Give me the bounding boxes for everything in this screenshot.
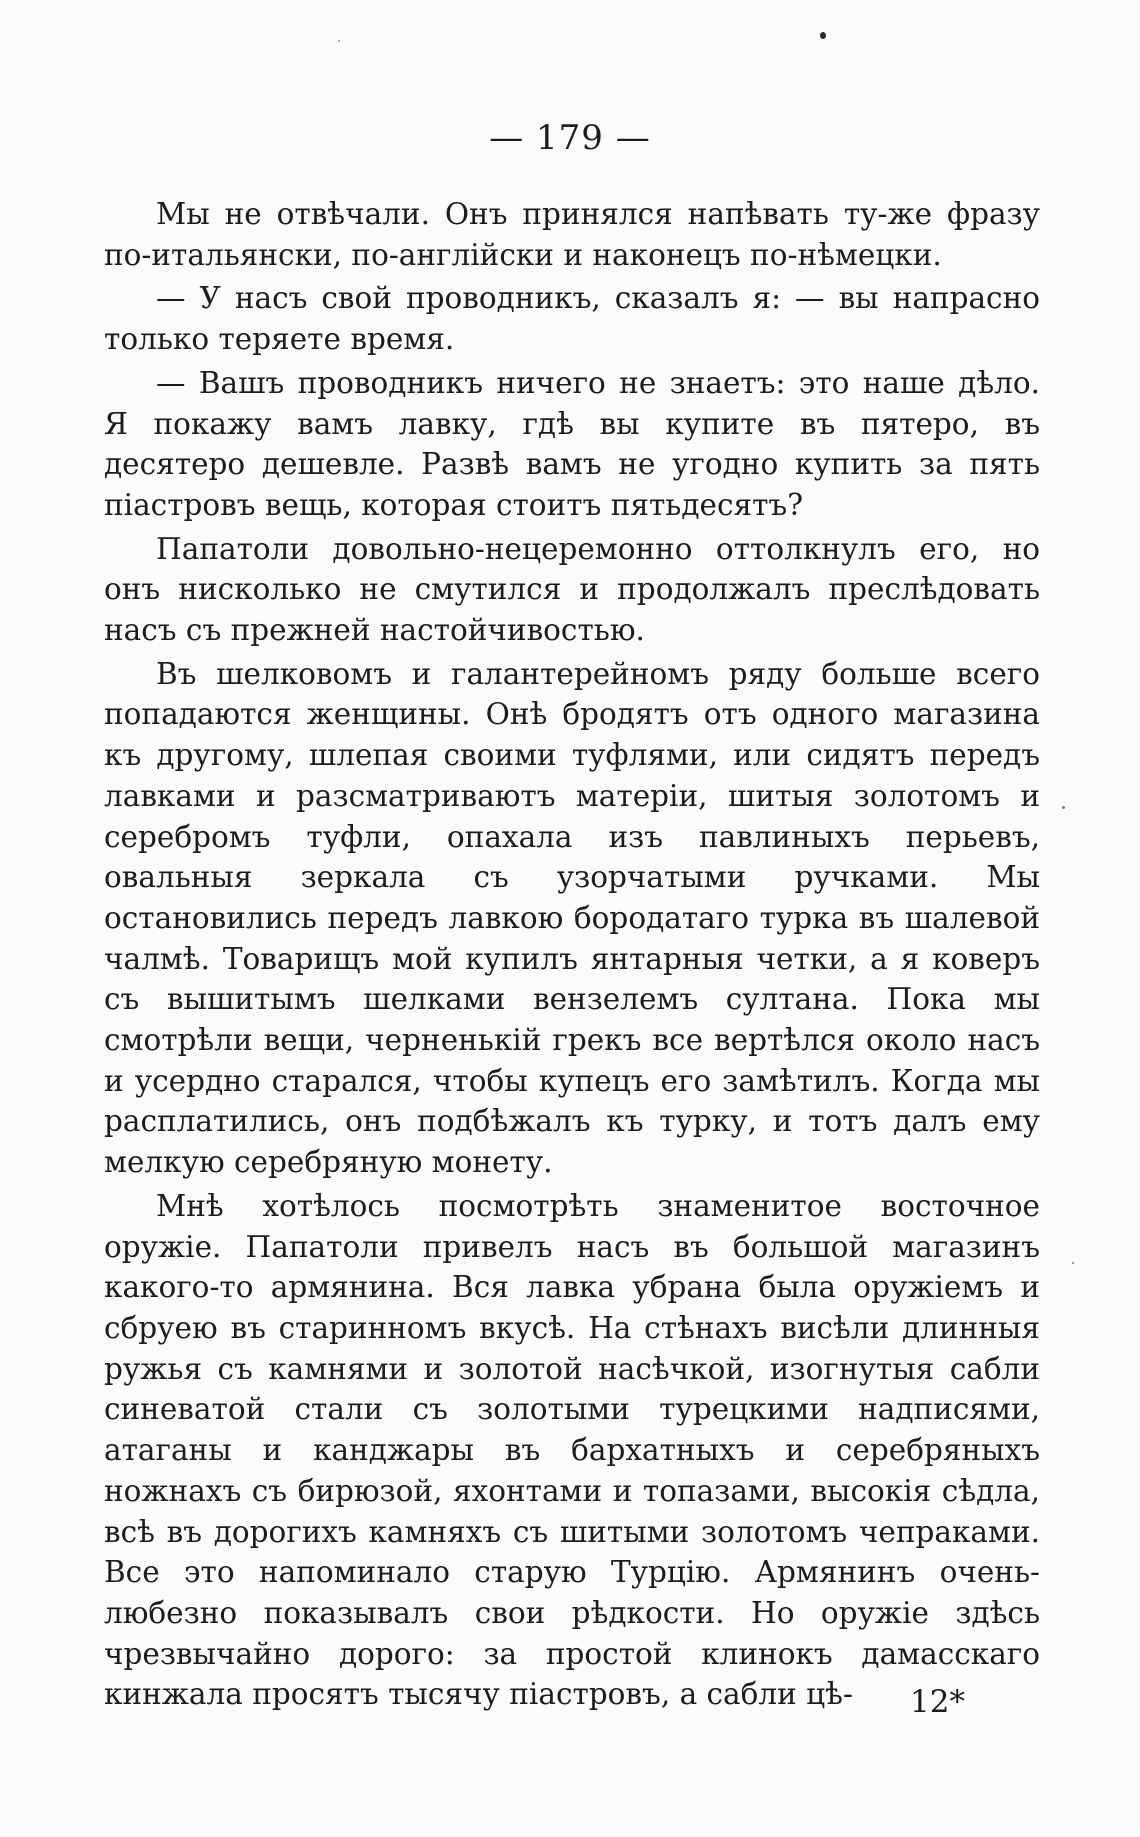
paragraph: Папатоли довольно-нецеремонно оттолкнулъ его, но онъ нисколько не смутился и продолжалъ преслѣдовать насъ съ прежней настойчивостью. [104, 531, 1040, 648]
page-number: — 179 — [489, 118, 651, 158]
ink-speck [338, 40, 340, 42]
ink-speck [1062, 806, 1065, 809]
paragraph: Въ шелковомъ и галантерейномъ ряду больше всего попадаются женщины. Онѣ бродятъ отъ одного магазина къ другому, шлепая своими туфлями, или сидятъ передъ лавками и разсматриваютъ матеріи, шитыя золотомъ и серебромъ туфли, опахала изъ павлиныхъ перьевъ, овальныя зеркала съ узорчатыми ручками. Мы остановились передъ лавкою бородатаго турка въ шалевой чалмѣ. Товарищъ мой купилъ янтарныя четки, а я коверъ съ вышитымъ шелками вензелемъ султана. Пока мы смотрѣли вещи, черненькій грекъ все вертѣлся около насъ и усердно старался, чтобы купецъ его замѣтилъ. Когда мы расплатились, онъ подбѣжалъ къ турку, и тотъ далъ ему мелкую серебряную монету. [104, 656, 1040, 1180]
paragraph: Мнѣ хотѣлось посмотрѣть знаменитое восточное оружіе. Папатоли привелъ насъ въ большой магазинъ какого-то армянина. Вся лавка убрана была оружіемъ и сбруею въ старинномъ вкусѣ. На стѣнахъ висѣли длинныя ружья съ камнями и золотой насѣчкой, изогнутыя сабли синеватой стали съ золотыми турецкими надписями, атаганы и канджары въ бархатныхъ и серебряныхъ ножнахъ съ бирюзой, яхонтами и топазами, высокія сѣдла, всѣ въ дорогихъ камняхъ съ шитыми золотомъ чепраками. Все это напоминало старую Турцію. Армянинъ очень-любезно показывалъ свои рѣдкости. Но оружіе здѣсь чрезвычайно дорого: за простой клинокъ дамасскаго кинжала просятъ тысячу піастровъ, а сабли цѣ- [104, 1188, 1040, 1712]
paragraph: — У насъ свой проводникъ, сказалъ я: — вы напрасно только теряете время. [104, 281, 1040, 357]
signature-mark: 12* [910, 1684, 965, 1720]
paragraph: Мы не отвѣчали. Онъ принялся напѣвать ту-же фразу по-итальянски, по-англійски и наконецъ по-нѣмецки. [104, 197, 1040, 272]
paragraph: — Вашъ проводникъ ничего не знаетъ: это наше дѣло. Я покажу вамъ лавку, гдѣ вы купите въ пятеро, въ десятеро дешевле. Развѣ вамъ не угодно купить за пять піастровъ вещь, которая стоитъ пятьдесятъ? [104, 365, 1040, 522]
ink-speck [1072, 1262, 1074, 1264]
body-text [104, 194, 1040, 1718]
ink-speck [820, 32, 826, 39]
